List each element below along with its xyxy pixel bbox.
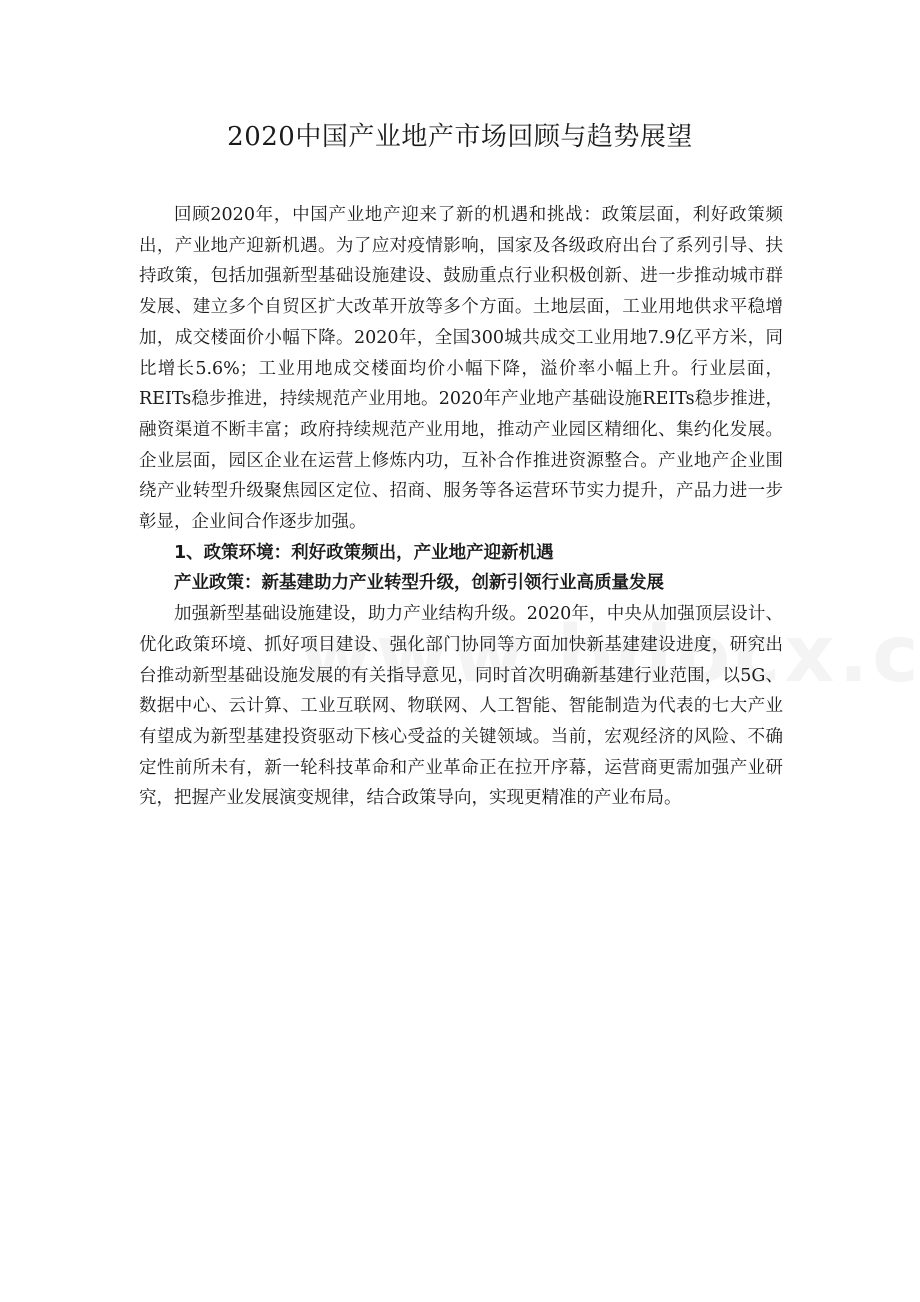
- section-heading: 1、政策环境：利好政策频出，产业地产迎新机遇: [174, 542, 554, 563]
- document-title: 2020中国产业地产市场回顾与趋势展望: [227, 122, 693, 152]
- intro-paragraph: 回顾2020年，中国产业地产迎来了新的机遇和挑战：政策层面，利好政策频出，产业地产迎新机遇。为了应对疫情影响，国家及各级政府出台了系列引导、扶持政策，包括加强新型基础设施建设、鼓励重点行业积极创新、进一步推动城市群发展、建立多个自贸区扩大改革开放等多个方面。土地层面，工业用地供求平稳增加，成交楼面价小幅下降。2020年，全国300城共成交工业用地7.9亿平方米，同比增长5.6%；工业用地成交楼面均价小幅下降，溢价率小幅上升。行业层面，REITs稳步推进，持续规范产业用地。2020年产业地产基础设施REITs稳步推进，融资渠道不断丰富；政府持续规范产业用地，推动产业园区精细化、集约化发展。企业层面，园区企业在运营上修炼内功，互补合作推进资源整合。产业地产企业围绕产业转型升级聚焦园区定位、招商、服务等各运营环节实力提升，产品力进一步彰显，企业间合作逐步加强。: [139, 205, 783, 533]
- document-body: [139, 200, 783, 814]
- subsection-heading: 产业政策：新基建助力产业转型升级，创新引领行业高质量发展: [174, 573, 664, 594]
- body-paragraph: 加强新型基础设施建设，助力产业结构升级。2020年，中央从加强顶层设计、优化政策环境、抓好项目建设、强化部门协同等方面加快新基建建设进度，研究出台推动新型基础设施发展的有关指导意见，同时首次明确新基建行业范围，以5G、数据中心、云计算、工业互联网、物联网、人工智能、智能制造为代表的七大产业有望成为新型基建投资驱动下核心受益的关键领域。当前，宏观经济的风险、不确定性前所未有，新一轮科技革命和产业革命正在拉开序幕，运营商更需加强产业研究，把握产业发展演变规律，结合政策导向，实现更精准的产业布局。: [139, 604, 783, 809]
